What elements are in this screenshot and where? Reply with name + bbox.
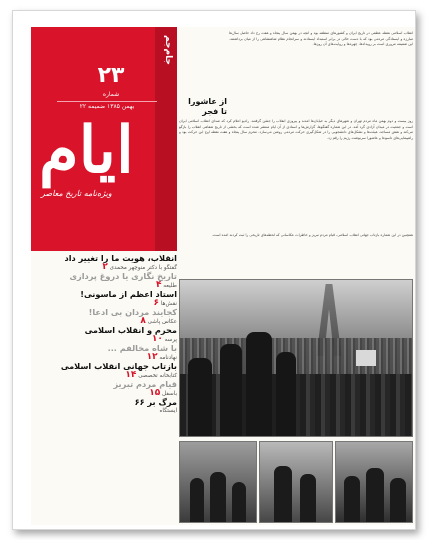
body-column-main: روز بیست و دوم بهمن ماه مردم تهران و شهرهای دیگر به خیابان‌ها آمدند و پیروزی انقلاب را جشن گرفتند. رادیو اعلام کرد که صدای انقلاب اسلامی ایران است و جمعیت در میدان آزادی گرد آمد. در این شماره گفتگوها، گزارش‌ها و اسنادی از آن ایام منتشر شده است که بخشی از تاریخ شفاهی انقلاب را بازگو می‌کند و نقش مساجد، هیئت‌ها و تشکل‌های دانشجویی را در شکل‌گیری حرکت مردمی روشن می‌سازد. محرم سال پنجاه و هفت نقطه اوج این حرکت بود و راهپیمایی‌های تاسوعا و عاشورا سرنوشت رژیم را رقم زد.	[179, 119, 413, 140]
toc-item[interactable]	[33, 253, 177, 271]
person-figure	[232, 482, 246, 522]
person-figure	[274, 466, 292, 522]
toc-subtitle: کتابخانه تخصصی ۱۴	[125, 370, 177, 380]
person-figure	[188, 358, 212, 436]
protest-banner	[356, 350, 376, 366]
toc-title: قیام مردم تبریز	[113, 379, 177, 389]
publisher-name: جام‌جم	[163, 35, 173, 66]
toc-title: محرم و انقلاب اسلامی	[84, 325, 177, 335]
toc-subtitle: گفتگو با دکتر منوچهر محمدی ۲	[102, 262, 177, 272]
toc-title: با شاه مخالفم ...	[107, 343, 177, 353]
toc-title: تاریخ نگاری یا دروغ پردازی	[69, 271, 177, 281]
toc-title: استاد اعظم از ماسونی!	[80, 289, 177, 299]
photo-thumbnail	[179, 441, 257, 523]
person-figure	[190, 478, 204, 522]
toc-item[interactable]	[33, 379, 177, 397]
toc-item[interactable]	[33, 307, 177, 325]
person-figure	[276, 352, 296, 436]
person-figure	[246, 332, 272, 436]
toc-item[interactable]	[33, 343, 177, 361]
magazine-logo: ایام	[39, 113, 134, 188]
crowd-background	[180, 338, 412, 378]
toc-subtitle: ایستگاه	[159, 408, 177, 414]
issue-label: شماره	[102, 91, 120, 98]
crowd-foreground	[180, 374, 412, 436]
toc-title: مرگ بر ۶۶	[134, 397, 177, 407]
toc-title: انقلاب، هویت ما را تغییر داد	[64, 253, 177, 263]
person-figure	[344, 476, 360, 522]
masthead	[31, 27, 177, 251]
toc-title: کجایند مردان بی ادعا!	[88, 307, 177, 317]
person-figure	[210, 472, 226, 522]
masthead-slogan: ویژه‌نامه تاریخ معاصر	[41, 189, 112, 198]
toc-item[interactable]	[33, 325, 177, 343]
toc-item[interactable]	[33, 289, 177, 307]
person-figure	[300, 474, 316, 522]
table-of-contents	[33, 253, 177, 415]
page-frame	[12, 10, 416, 530]
toc-item[interactable]	[33, 397, 177, 415]
toc-subtitle: باسفل ۱۵	[149, 388, 177, 398]
person-figure	[220, 344, 242, 436]
toc-item[interactable]	[33, 361, 177, 379]
toc-subtitle: پرسه ۱۰	[151, 334, 177, 344]
body-column-lower: همچنین در این شماره بازتاب جهانی انقلاب اسلامی، قیام مردم تبریز و خاطرات عکاسانی که لحظه‌های تاریخی را ثبت کردند آمده است.	[211, 233, 413, 237]
toc-subtitle: نهادنامه ۱۲	[146, 352, 177, 362]
cover-photo	[179, 279, 413, 437]
issue-date: ۲۲ بهمن ۱۳۸۵ ضمیمه	[57, 101, 157, 110]
person-figure	[390, 478, 406, 522]
photo-thumbnail	[259, 441, 333, 523]
toc-title: بازتاب جهانی انقلاب اسلامی	[60, 361, 177, 371]
toc-subtitle: نقش‌ها ۶	[153, 298, 177, 308]
toc-subtitle: عکاس پاشی ۸	[140, 316, 177, 326]
toc-subtitle: طلیعه ۴	[156, 280, 177, 290]
body-column-top: انقلاب اسلامی نقطه عطفی در تاریخ ایران و کشورهای منطقه بود و آنچه در بهمن سال پنجاه و هفت رخ داد حاصل سال‌ها مبارزه و ایستادگی مردمی بود که با دست خالی در برابر استبداد ایستادند و سرانجام نظام شاهنشاهی را از میان برداشتند. این ضمیمه مروری است بر رویدادها، چهره‌ها و روایت‌های آن روزها.	[229, 31, 413, 47]
issue-number: ۲۳	[97, 63, 125, 88]
magazine-cover	[31, 27, 415, 525]
photo-thumbnail	[335, 441, 413, 523]
cover-headline: از عاشورا تا فجر	[188, 97, 227, 116]
person-figure	[366, 468, 384, 522]
toc-item[interactable]	[33, 271, 177, 289]
